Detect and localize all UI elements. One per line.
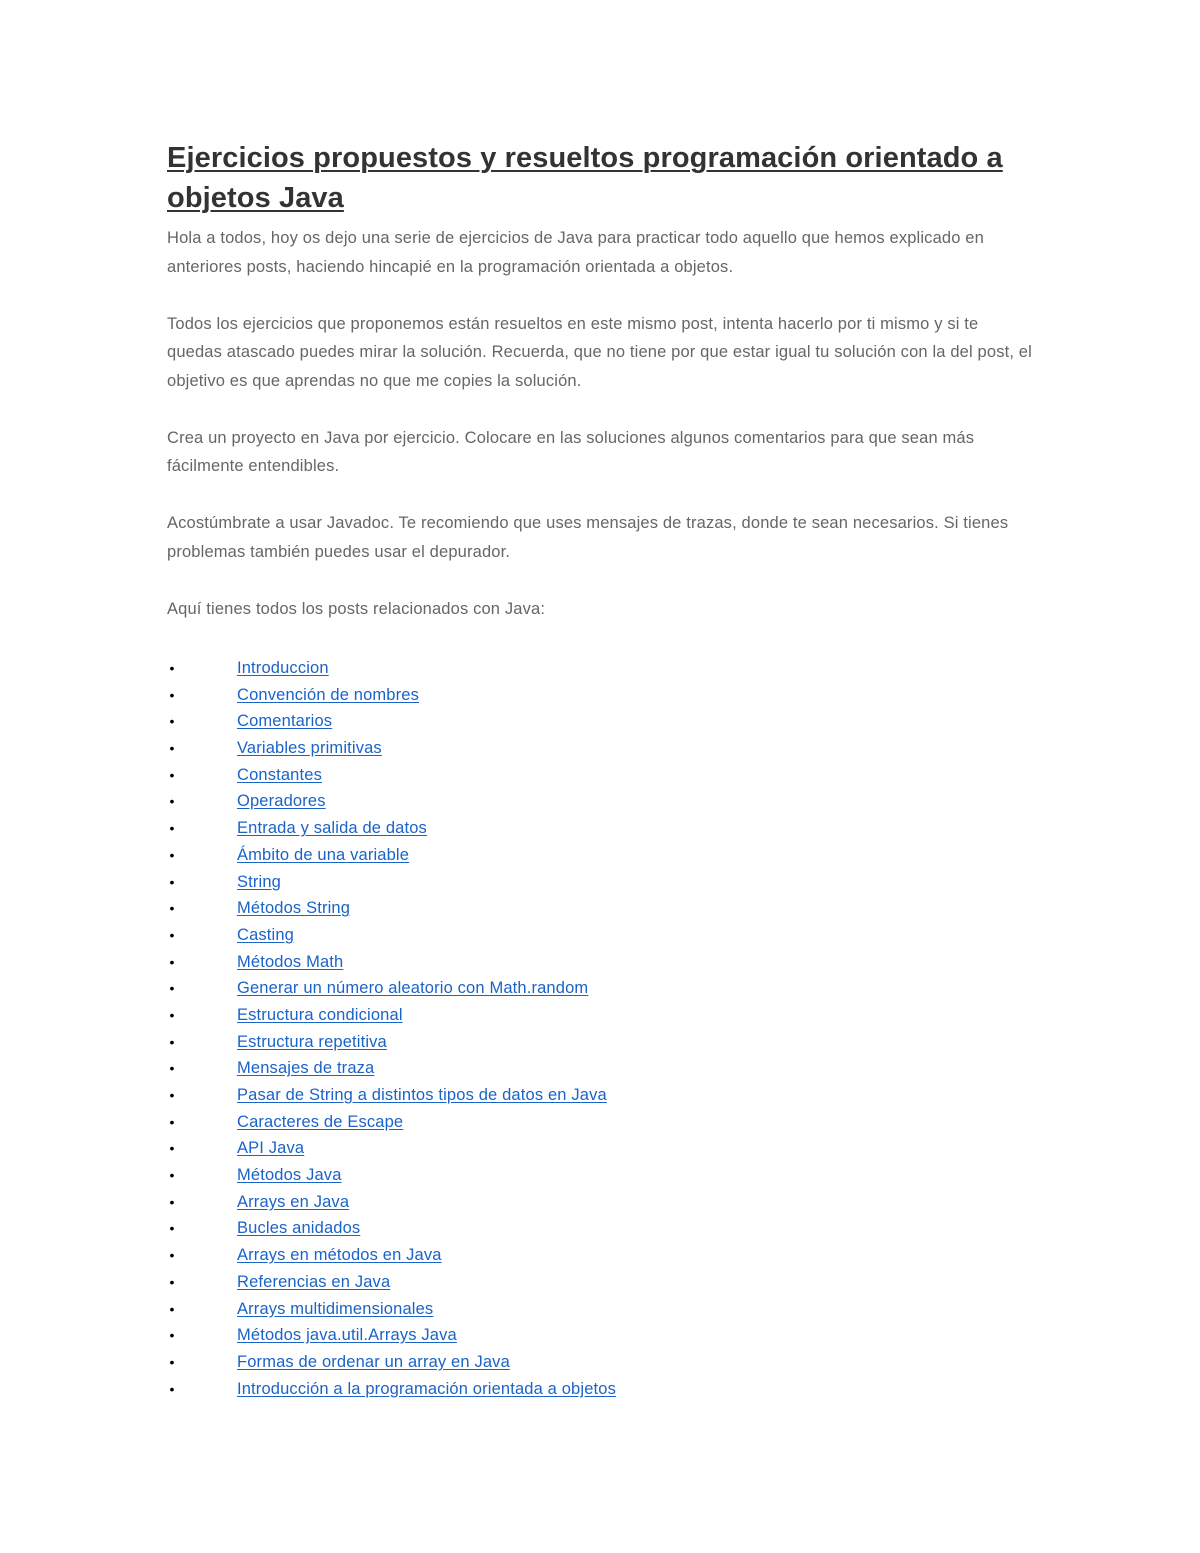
bullet-icon: • [169, 766, 175, 783]
bullet-icon: • [169, 740, 175, 757]
list-item [167, 735, 1037, 762]
list-item [167, 1322, 1037, 1349]
list-item [167, 869, 1037, 896]
link-entrada-y-salida-de-datos[interactable]: Entrada y salida de datos [237, 819, 427, 838]
list-item [167, 682, 1037, 709]
bullet-icon: • [169, 846, 175, 863]
bullet-icon: • [169, 1113, 175, 1130]
list-item [167, 922, 1037, 949]
bullet-icon: • [169, 1167, 175, 1184]
bullet-icon: • [169, 1087, 175, 1103]
bullet-icon: • [169, 926, 175, 943]
link-mensajes-de-traza[interactable]: Mensajes de traza [237, 1059, 375, 1078]
link-metodos-java-util-arrays[interactable]: Métodos java.util.Arrays Java [237, 1326, 457, 1345]
exercises-paragraph: Todos los ejercicios que proponemos están resueltos en este mismo post, intenta hacerlo por ti mismo y si te quedas atascado puedes mirar la solución. Recuerda, que no tiene por que estar igual tu solución con la del post, el objetivo es que aprendas no que me copies la solución. [167, 314, 1032, 390]
bullet-icon: • [169, 1300, 175, 1317]
list-item [167, 1029, 1037, 1056]
bullet-icon: • [169, 900, 175, 917]
bullet-icon: • [169, 1273, 175, 1290]
related-posts-list [167, 655, 1037, 1402]
list-item [167, 708, 1037, 735]
document-page [167, 138, 1037, 1402]
link-metodos-java[interactable]: Métodos Java [237, 1166, 342, 1185]
bullet-icon: • [169, 873, 175, 890]
list-item [167, 975, 1037, 1002]
list-item [167, 815, 1037, 842]
link-arrays-multidimensionales[interactable]: Arrays multidimensionales [237, 1299, 434, 1318]
list-item [167, 842, 1037, 869]
bullet-icon: • [169, 1193, 175, 1210]
link-convencion-de-nombres[interactable]: Convención de nombres [237, 685, 420, 704]
bullet-icon: • [169, 953, 175, 970]
bullet-icon: • [169, 1220, 175, 1237]
list-item [167, 1002, 1037, 1029]
list-item [167, 1296, 1037, 1323]
javadoc-paragraph: Acostúmbrate a usar Javadoc. Te recomiendo que uses mensajes de trazas, donde te sean necesarios. Si tienes problemas también puedes usar el depurador. [167, 514, 1009, 561]
list-item [167, 1376, 1037, 1403]
list-item [167, 655, 1037, 682]
link-arrays-en-java[interactable]: Arrays en Java [237, 1192, 350, 1211]
link-casting[interactable]: Casting [237, 925, 294, 944]
bullet-icon: • [169, 686, 175, 703]
link-arrays-en-metodos[interactable]: Arrays en métodos en Java [237, 1246, 442, 1265]
intro-paragraph: Hola a todos, hoy os dejo una serie de ejercicios de Java para practicar todo aquello que hemos explicado en anteriores posts, haciendo hincapié en la programación orientada a objetos. [167, 229, 984, 276]
bullet-icon: • [169, 1060, 175, 1077]
bullet-icon: • [169, 660, 175, 676]
link-caracteres-de-escape[interactable]: Caracteres de Escape [237, 1112, 404, 1131]
bullet-icon: • [169, 1033, 175, 1050]
list-item [167, 1135, 1037, 1162]
related-posts-paragraph: Aquí tienes todos los posts relacionados con Java: [167, 599, 546, 618]
list-item [167, 1269, 1037, 1296]
list-item [167, 762, 1037, 789]
bullet-icon: • [169, 820, 175, 837]
bullet-icon: • [169, 1140, 175, 1157]
list-item [167, 1162, 1037, 1189]
link-operadores[interactable]: Operadores [237, 792, 326, 811]
list-item [167, 1242, 1037, 1269]
link-comentarios[interactable]: Comentarios [237, 712, 333, 731]
list-item [167, 788, 1037, 815]
link-estructura-repetitiva[interactable]: Estructura repetitiva [237, 1032, 387, 1051]
link-referencias-en-java[interactable]: Referencias en Java [237, 1272, 391, 1291]
project-paragraph: Crea un proyecto en Java por ejercicio. Colocare en las soluciones algunos comentarios para que sean más fácilmente entendibles. [167, 428, 975, 475]
link-pasar-de-string[interactable]: Pasar de String a distintos tipos de datos en Java [237, 1086, 607, 1104]
link-generar-numero-aleatorio[interactable]: Generar un número aleatorio con Math.random [237, 979, 589, 998]
bullet-icon: • [169, 1006, 175, 1023]
bullet-icon: • [169, 793, 175, 810]
link-formas-de-ordenar-array[interactable]: Formas de ordenar un array en Java [237, 1352, 510, 1371]
link-bucles-anidados[interactable]: Bucles anidados [237, 1219, 361, 1238]
list-item [167, 949, 1037, 976]
list-item [167, 1082, 1037, 1109]
link-constantes[interactable]: Constantes [237, 765, 322, 784]
link-ambito-de-una-variable[interactable]: Ámbito de una variable [237, 845, 410, 864]
bullet-icon: • [169, 713, 175, 730]
page-title: Ejercicios propuestos y resueltos programación orientado a objetos Java [167, 142, 1003, 214]
bullet-icon: • [169, 1353, 175, 1370]
list-item [167, 1189, 1037, 1216]
bullet-icon: • [169, 1327, 175, 1344]
list-item [167, 895, 1037, 922]
list-item [167, 1109, 1037, 1136]
link-variables-primitivas[interactable]: Variables primitivas [237, 739, 382, 758]
link-estructura-condicional[interactable]: Estructura condicional [237, 1005, 403, 1024]
bullet-icon: • [169, 1380, 175, 1397]
link-metodos-math[interactable]: Métodos Math [237, 952, 344, 971]
list-item [167, 1215, 1037, 1242]
bullet-icon: • [169, 1247, 175, 1264]
link-introduccion-poo[interactable]: Introducción a la programación orientada a objetos [237, 1379, 616, 1398]
bullet-icon: • [169, 980, 175, 997]
link-string[interactable]: String [237, 872, 282, 891]
list-item [167, 1055, 1037, 1082]
link-metodos-string[interactable]: Métodos String [237, 899, 351, 918]
list-item [167, 1349, 1037, 1376]
link-introduccion[interactable]: Introduccion [237, 659, 329, 677]
link-api-java[interactable]: API Java [237, 1139, 305, 1158]
